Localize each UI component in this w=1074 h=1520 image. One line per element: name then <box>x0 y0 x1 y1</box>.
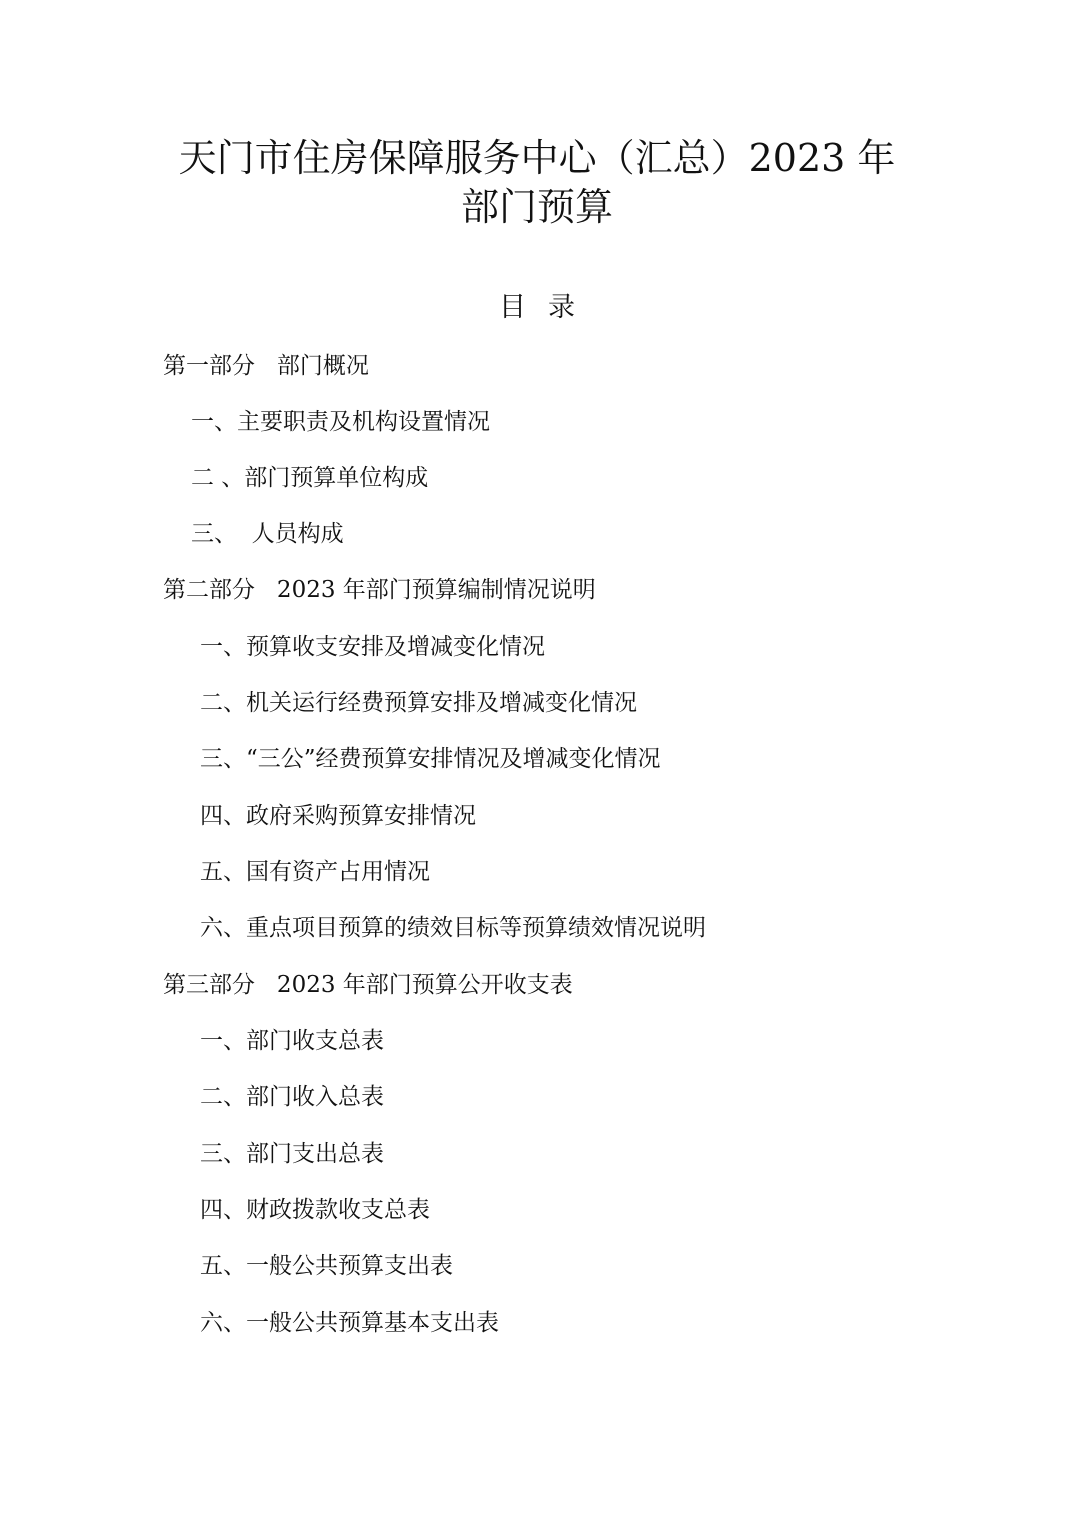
toc-item: 四、政府采购预算安排情况 <box>200 803 476 829</box>
toc-item: 四、财政拨款收支总表 <box>200 1197 430 1223</box>
toc-heading: 目录 <box>499 292 597 323</box>
document-title-line-1: 天门市住房保障服务中心（汇总）2023 年 <box>178 136 896 180</box>
toc-item: 二 、部门预算单位构成 <box>191 465 429 491</box>
toc-item: 二、机关运行经费预算安排及增减变化情况 <box>200 690 637 716</box>
toc-item: 一、预算收支安排及增减变化情况 <box>200 634 545 660</box>
toc-item: 三、部门支出总表 <box>200 1141 384 1167</box>
toc-item: 六、一般公共预算基本支出表 <box>200 1310 499 1336</box>
toc-item: 三、“三公”经费预算安排情况及增减变化情况 <box>200 746 661 772</box>
toc-part-1: 第一部分 部门概况 <box>163 353 369 379</box>
toc-item: 一、主要职责及机构设置情况 <box>191 409 490 435</box>
toc-item: 三、 人员构成 <box>191 521 344 547</box>
toc-item: 一、部门收支总表 <box>200 1028 384 1054</box>
document-title-line-2: 部门预算 <box>460 185 613 229</box>
toc-item: 五、一般公共预算支出表 <box>200 1253 453 1279</box>
toc-item: 五、国有资产占用情况 <box>200 859 430 885</box>
toc-item: 六、重点项目预算的绩效目标等预算绩效情况说明 <box>200 915 706 941</box>
toc-item: 二、部门收入总表 <box>200 1084 384 1110</box>
toc-part-2: 第二部分 2023 年部门预算编制情况说明 <box>163 577 596 603</box>
toc-part-3: 第三部分 2023 年部门预算公开收支表 <box>163 972 573 998</box>
